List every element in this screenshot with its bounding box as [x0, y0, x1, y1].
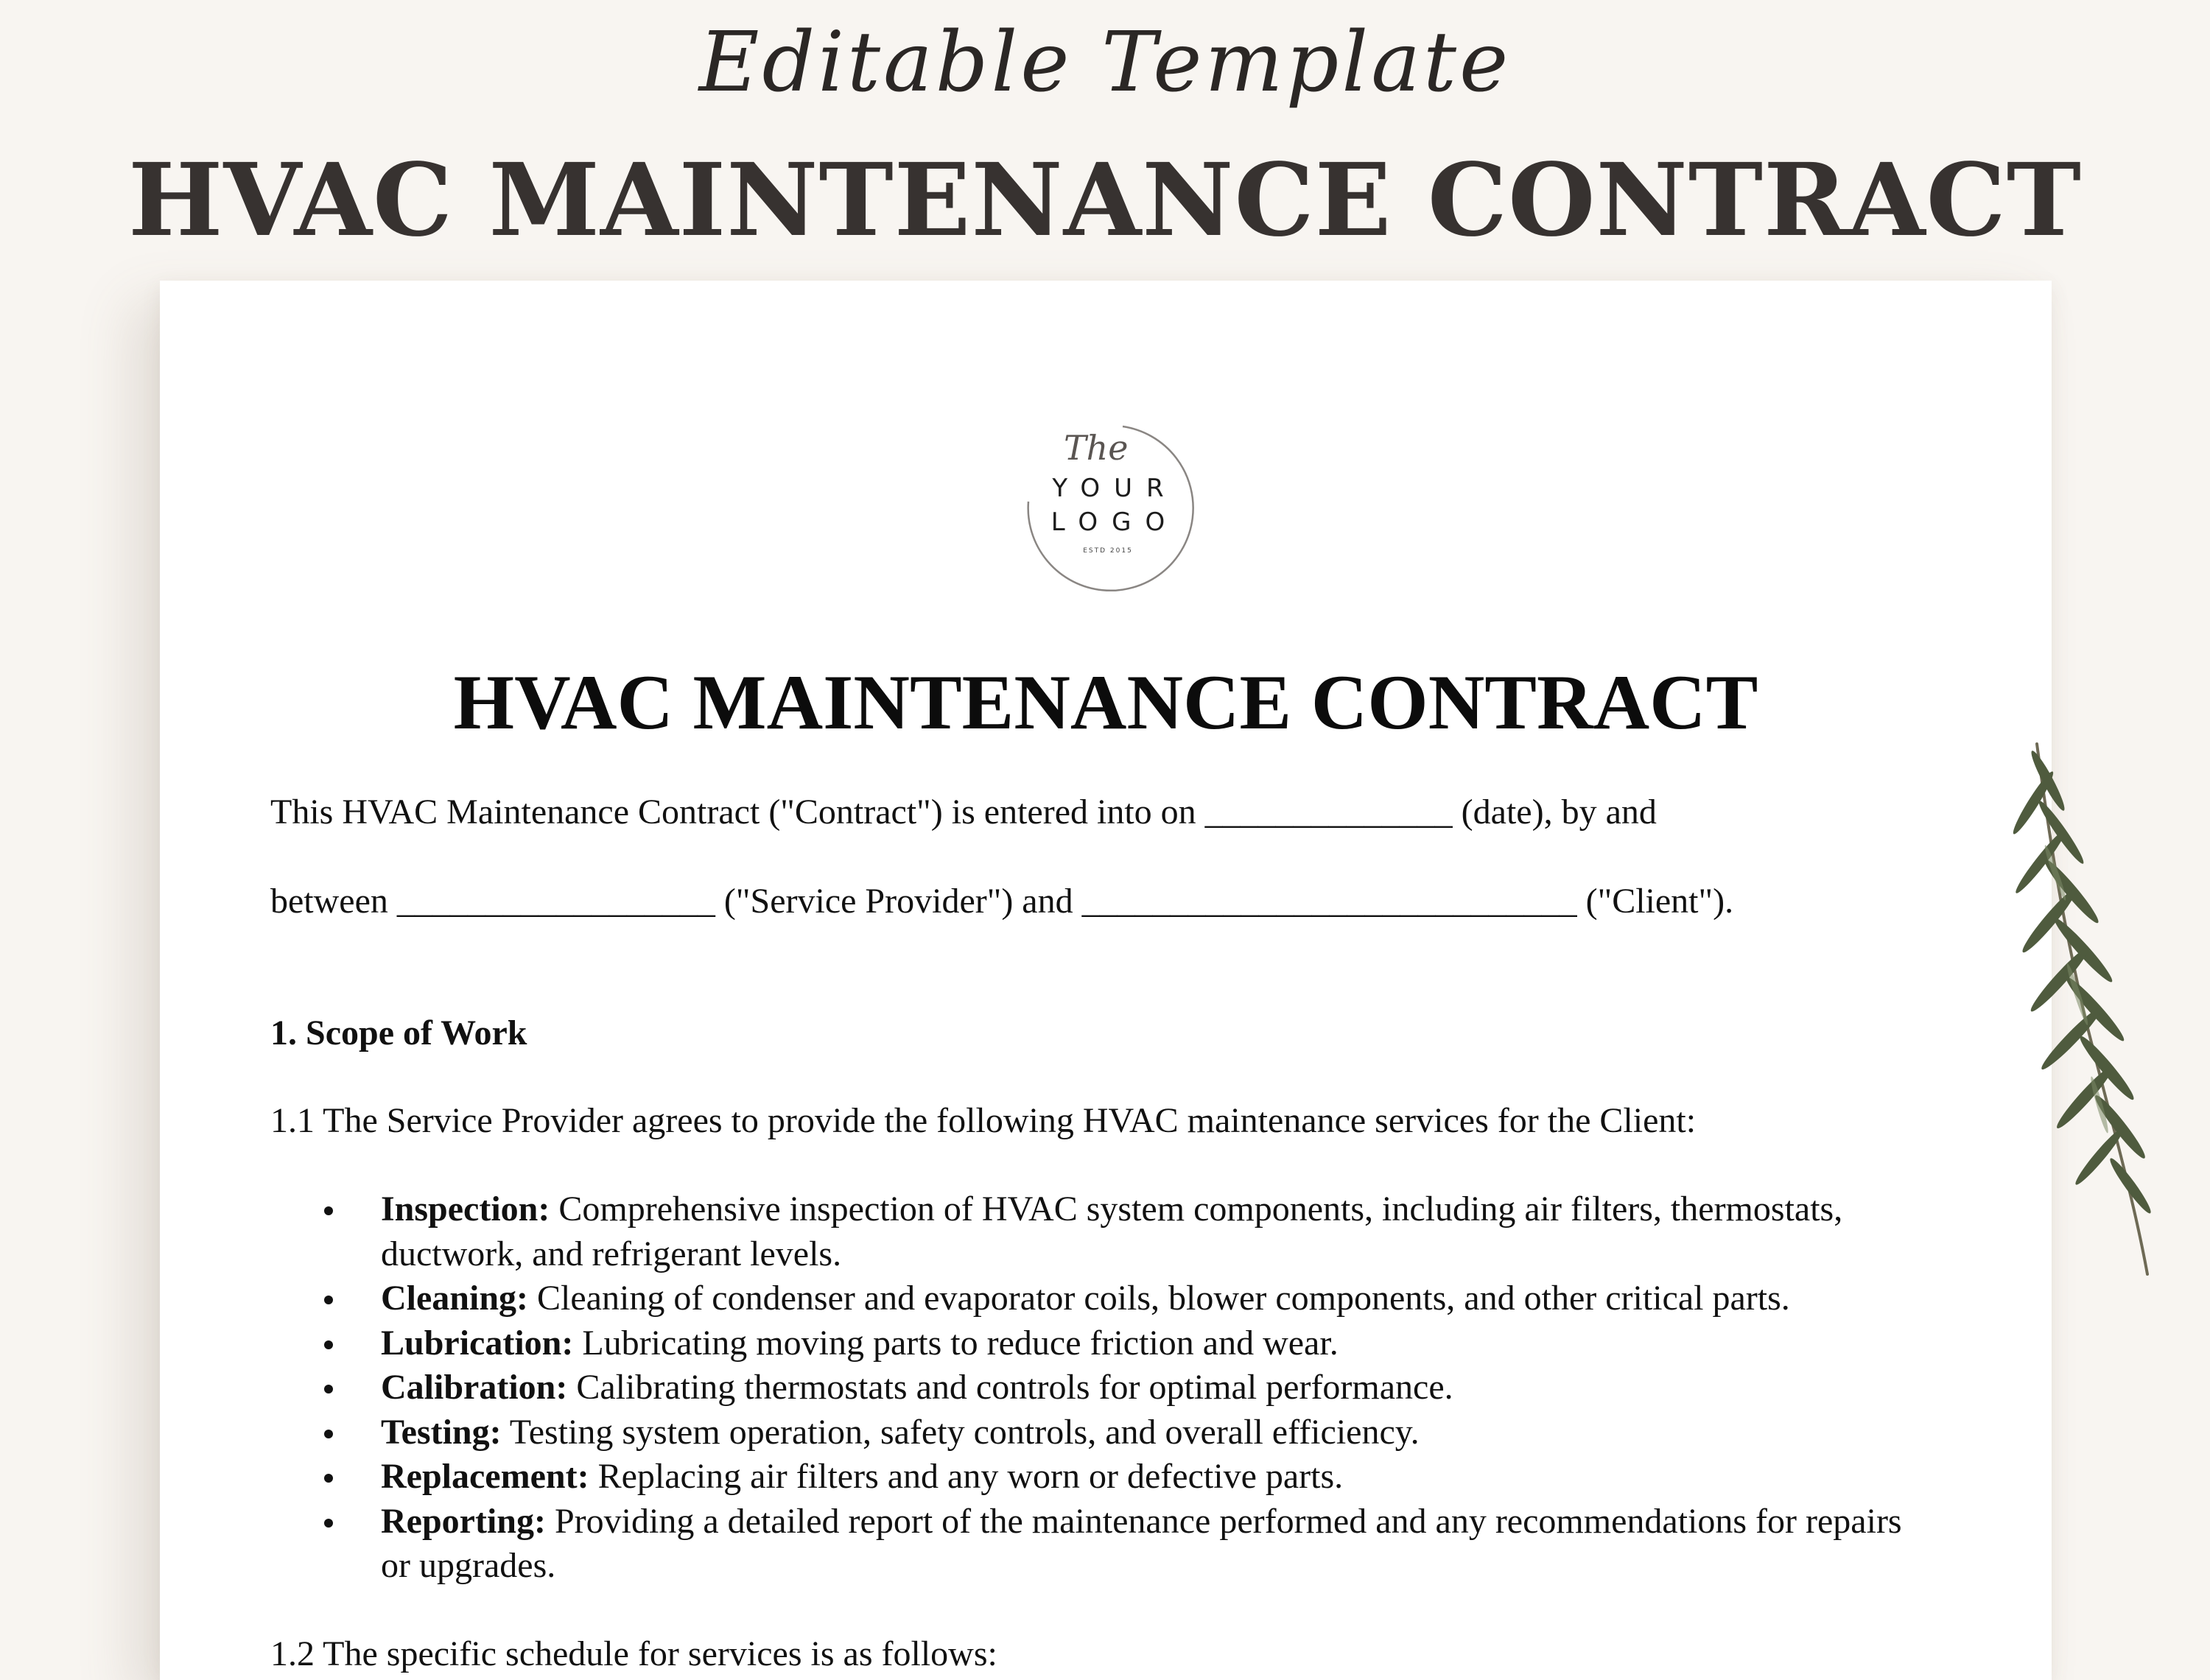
- list-item: [270, 1455, 1935, 1500]
- service-description: Calibrating thermostats and controls for optimal performance.: [567, 1368, 1453, 1407]
- service-label: Calibration:: [381, 1368, 568, 1407]
- service-description: Testing system operation, safety controls, and overall efficiency.: [501, 1412, 1420, 1452]
- logo-established: ESTD 2015: [1083, 547, 1133, 555]
- list-item: [270, 1410, 1935, 1455]
- clause-1-1: 1.1 The Service Provider agrees to provide the following HVAC maintenance services for the Client:: [270, 1101, 1697, 1140]
- service-label: Lubrication:: [381, 1323, 574, 1363]
- bullet-icon: [324, 1206, 333, 1215]
- rosemary-sprig-decoration: [2004, 722, 2181, 1282]
- list-item: [270, 1366, 1935, 1410]
- intro-line-1: This HVAC Maintenance Contract ("Contract") is entered into on ______________ (date), by and: [270, 792, 1657, 832]
- service-label: Replacement:: [381, 1457, 589, 1496]
- service-description: Replacing air filters and any worn or defective parts.: [589, 1457, 1344, 1496]
- bullet-icon: [324, 1474, 333, 1483]
- list-item: [270, 1276, 1935, 1321]
- service-description: Comprehensive inspection of HVAC system components, including air filters, thermostats, ductwork, and refrigerant levels.: [381, 1189, 1843, 1273]
- document-page: [160, 281, 2052, 1680]
- logo-placeholder: [1012, 413, 1204, 605]
- logo-the-script: The: [1064, 428, 1129, 468]
- list-item: [270, 1500, 1935, 1589]
- banner-title: HVAC MAINTENANCE CONTRACT: [127, 141, 2083, 259]
- service-description: Cleaning of condenser and evaporator coils, blower components, and other critical parts.: [528, 1279, 1790, 1318]
- service-label: Inspection:: [381, 1189, 550, 1229]
- service-label: Cleaning:: [381, 1279, 529, 1318]
- service-label: Reporting:: [381, 1501, 546, 1541]
- section-1-heading: 1. Scope of Work: [270, 1013, 527, 1052]
- services-list: [270, 1187, 1935, 1589]
- list-item: [270, 1187, 1935, 1276]
- intro-line-2: between __________________ ("Service Provider") and ____________________________ ("Client").: [270, 882, 1734, 921]
- bullet-icon: [324, 1340, 333, 1349]
- service-label: Testing:: [381, 1412, 502, 1452]
- bullet-icon: [324, 1385, 333, 1393]
- clause-1-2: 1.2 The specific schedule for services is as follows:: [270, 1634, 997, 1673]
- editable-template-script-title: Editable Template: [698, 15, 1512, 110]
- service-description: Lubricating moving parts to reduce friction and wear.: [573, 1323, 1339, 1363]
- logo-word-logo: LOGO: [1050, 507, 1179, 537]
- service-description: Providing a detailed report of the maintenance performed and any recommendations for repairs or upgrades.: [381, 1501, 1902, 1585]
- bullet-icon: [324, 1296, 333, 1304]
- bullet-icon: [324, 1519, 333, 1528]
- logo-word-your: YOUR: [1052, 474, 1178, 503]
- document-title: HVAC MAINTENANCE CONTRACT: [453, 659, 1758, 745]
- list-item: [270, 1321, 1935, 1366]
- bullet-icon: [324, 1430, 333, 1438]
